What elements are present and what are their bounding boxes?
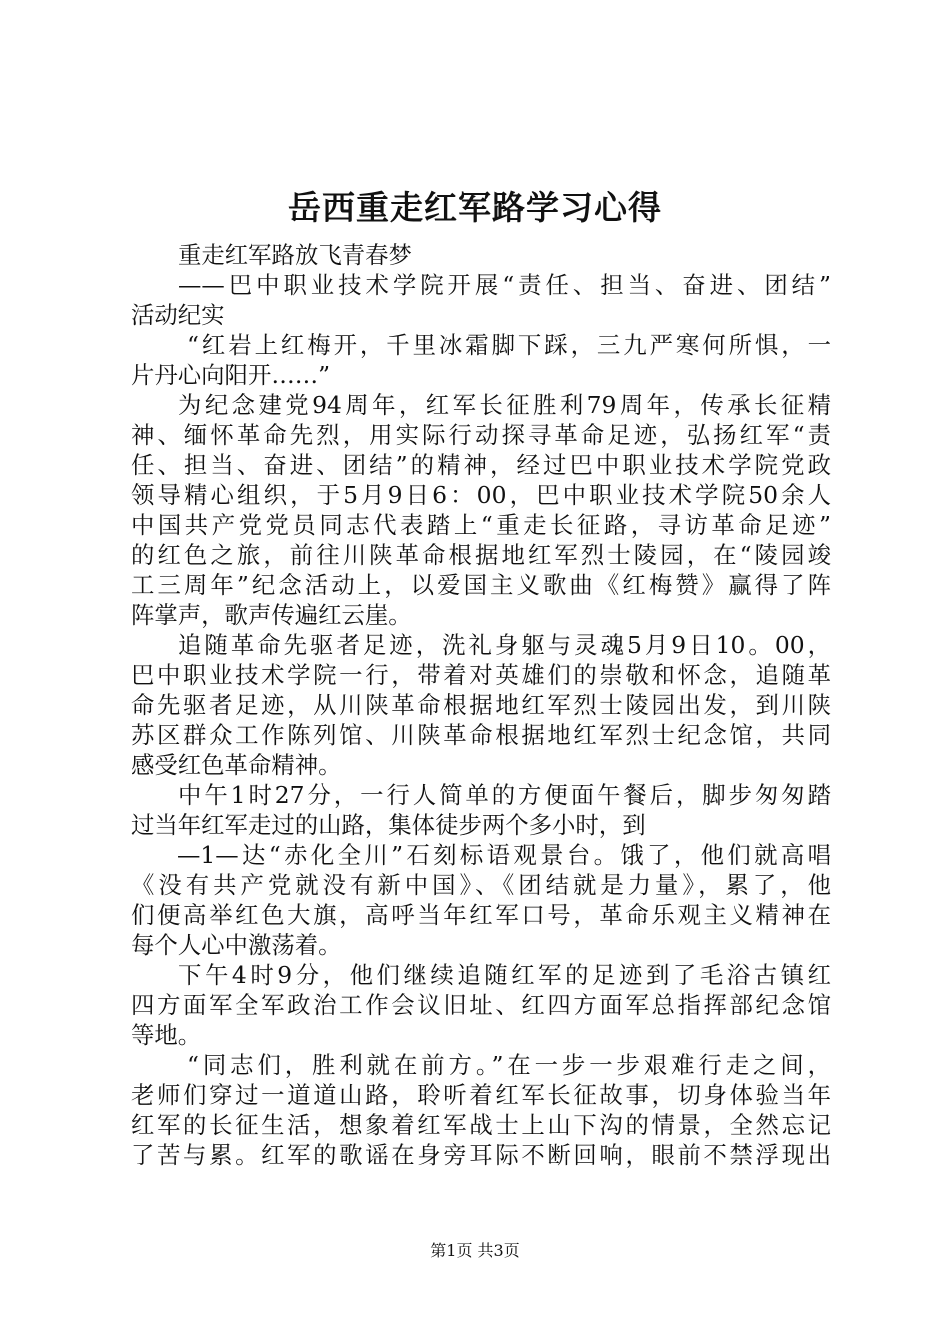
body-line: 命先驱者足迹，从川陕革命根据地红军烈士陵园出发，到川陕 <box>131 691 831 719</box>
page-number: 第1页 共3页 <box>430 1241 520 1260</box>
body-line: 四方面军全军政治工作会议旧址、红四方面军总指挥部纪念馆 <box>131 991 831 1019</box>
body-line: 的红色之旅，前往川陕革命根据地红军烈士陵园，在“陵园竣 <box>131 541 831 569</box>
page-footer <box>0 1240 950 1262</box>
body-line: 中午1时27分，一行人简单的方便面午餐后，脚步匆匆踏 <box>178 781 831 809</box>
body-line: 红军的长征生活，想象着红军战士上山下沟的情景，全然忘记 <box>131 1111 831 1139</box>
body-line: 为纪念建党94周年，红军长征胜利79周年，传承长征精 <box>178 391 831 419</box>
body-line: 领导精心组织，于5月9日6：00，巴中职业技术学院50余人 <box>131 481 831 509</box>
body-line: 片丹心向阳开……” <box>131 361 331 389</box>
body-line: 追随革命先驱者足迹，洗礼身躯与灵魂5月9日10。00， <box>178 631 831 659</box>
body-line: 等地。 <box>131 1021 202 1049</box>
body-line: 巴中职业技术学院一行，带着对英雄们的崇敬和怀念，追随革 <box>131 661 831 689</box>
body-line: 过当年红军走过的山路，集体徒步两个多小时，到 <box>131 811 646 839</box>
body-line: 苏区群众工作陈列馆、川陕革命根据地红军烈士纪念馆，共同 <box>131 721 831 749</box>
body-line: 任、担当、奋进、团结”的精神，经过巴中职业技术学院党政 <box>131 451 831 479</box>
body-line: 阵掌声，歌声传遍红云崖。 <box>131 601 412 629</box>
body-line: “红岩上红梅开，千里冰霜脚下踩，三九严寒何所惧，一 <box>187 331 831 359</box>
body-line: 下午4时9分，他们继续追随红军的足迹到了毛浴古镇红 <box>178 961 831 989</box>
body-line: 活动纪实 <box>131 301 225 329</box>
body-line: 重走红军路放飞青春梦 <box>178 241 412 269</box>
body-line: 每个人心中激荡着。 <box>131 931 342 959</box>
body-line: 神、缅怀革命先烈，用实际行动探寻革命足迹，弘扬红军“责 <box>131 421 831 449</box>
body-line: “同志们，胜利就在前方。”在一步一步艰难行走之间， <box>187 1051 831 1079</box>
body-line: 《没有共产党就没有新中国》、《团结就是力量》，累了，他 <box>131 871 831 899</box>
body-line: 中国共产党党员同志代表踏上“重走长征路，寻访革命足迹” <box>131 511 831 539</box>
document-title: 岳西重走红军路学习心得 <box>288 188 662 227</box>
body-line: 工三周年”纪念活动上，以爱国主义歌曲《红梅赞》赢得了阵 <box>131 571 831 599</box>
body-line: 们便高举红色大旗，高呼当年红军口号，革命乐观主义精神在 <box>131 901 831 929</box>
body-line: 老师们穿过一道道山路，聆听着红军长征故事，切身体验当年 <box>131 1081 831 1109</box>
body-line: 了苦与累。红军的歌谣在身旁耳际不断回响，眼前不禁浮现出 <box>131 1141 831 1169</box>
body-line: 感受红色革命精神。 <box>131 751 342 779</box>
body-line: —1—达“赤化全川”石刻标语观景台。饿了，他们就高唱 <box>177 841 831 869</box>
document-body <box>131 240 831 1170</box>
body-line: ——巴中职业技术学院开展“责任、担当、奋进、团结” <box>178 271 831 299</box>
